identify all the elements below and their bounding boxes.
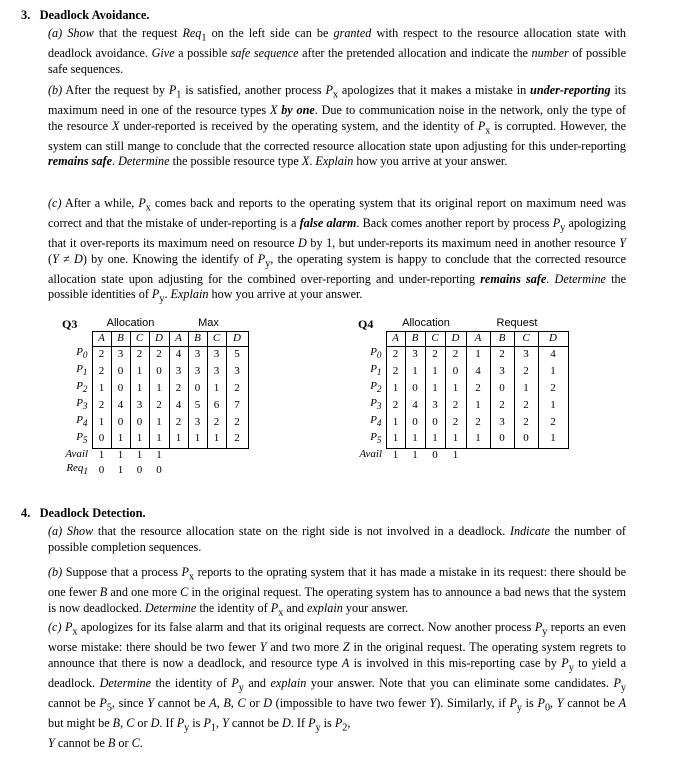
q4-process-label: $P_2$ [370, 380, 382, 395]
q3-alloc-cell: 0 [149, 363, 169, 380]
q4-avail-cell: 1 [412, 448, 418, 461]
q4-col-header: A [466, 331, 490, 346]
q4-avail-cell: 1 [452, 448, 459, 461]
q4-req-cell: 2 [490, 397, 514, 414]
q4-process-row [350, 397, 568, 414]
q3-alloc-cell: 1 [149, 431, 169, 448]
q3-alloc-cell: 1 [111, 431, 130, 448]
q3-allocation-header: Allocation [106, 317, 155, 329]
q3-process-row [56, 346, 248, 363]
q4-process-row [350, 431, 568, 448]
q4c-paragraph: (c) $P_x$ apologizes for its false alarm and that its original requests are correct. Now another process $P_y$ reports an even worse mistake: there should be two fewer Y and two more Z in the original request. The operating system regrets to announce that there is now a deadlock, and resource type A is involved in this mis-reporting case by $P_y$ to yield a deadlock. Determine the identity of $P_y$ and explain your answer. Note that you can eliminate some candidates. $P_y$ cannot be $P_5$, since Y cannot be A, B, C or D (impossible to have two fewer Y). Similarly, if $P_y$ is $P_0$, Y cannot be A but might be B, C or D. If $P_y$ is $P_1$, Y cannot be D. If $P_y$ is $P_2$, Y cannot be B or C. [48, 620, 627, 750]
q4-column-header-row [350, 331, 568, 346]
q3c-paragraph: (c) After a while, $P_x$ comes back and reports to the operating system that its original report on maximum need was correct and that the mistake of under-reporting is a false alarm. Back comes another report by process $P_y$ apologizing that it over-reports its maximum need on resource D by 1, but under-reports its maximum need in another resource Y (Y ≠ D) by one. Knowing the identify of $P_y$, the operating system is happy to conclude that the corrected resource allocation state upon adjusting for the combined over-reporting and under-reporting remains safe. Determine the possible identities of $P_y$. Explain how you arrive at your answer. [48, 196, 627, 305]
q3-alloc-cell: 0 [111, 414, 130, 431]
q3-alloc-cell: 2 [149, 346, 169, 363]
q3-process-label: $P_3$ [76, 397, 88, 412]
q4-number: 4. [21, 506, 31, 520]
q3a-paragraph: (a) Show that the request Req$_1$ on the left side can be granted with respect to the resource allocation state with deadlock avoidance. Give a possible safe sequence after the pretended allocation and indicate the number of possible safe sequences. [48, 26, 627, 76]
q3-col-header: A [169, 331, 188, 346]
q3-alloc-cell: 0 [130, 414, 149, 431]
q4-alloc-cell: 1 [445, 431, 466, 448]
q4-req-cell: 1 [538, 363, 568, 380]
q3-col-header: D [149, 331, 169, 346]
q4-process-label: $P_5$ [370, 431, 382, 446]
q4-alloc-cell: 2 [445, 414, 466, 431]
q3-max-cell: 2 [169, 380, 188, 397]
q4-req-cell: 4 [538, 346, 568, 363]
q4-req-cell: 3 [490, 414, 514, 431]
q4-alloc-cell: 2 [386, 397, 405, 414]
q3-max-cell: 1 [188, 431, 207, 448]
q3-req-cell: 0 [156, 463, 162, 476]
q3-alloc-cell: 4 [111, 397, 130, 414]
q4-req-cell: 2 [514, 397, 538, 414]
q3-req-label: Req$_1$ [66, 462, 88, 477]
q3-max-cell: 3 [188, 414, 207, 431]
q4-req-cell: 2 [514, 363, 538, 380]
q4-process-row [350, 346, 568, 363]
q3-alloc-cell: 3 [111, 346, 130, 363]
q4-alloc-cell: 0 [405, 380, 425, 397]
q3-alloc-cell: 2 [92, 346, 111, 363]
q4-req-cell: 1 [466, 397, 490, 414]
q3-max-cell: 6 [207, 397, 226, 414]
q3-req-cell: 0 [98, 463, 105, 476]
q3-col-header: B [111, 331, 130, 346]
q4-alloc-cell: 1 [445, 380, 466, 397]
q4-process-label: $P_4$ [370, 414, 382, 429]
q3-process-row [56, 414, 248, 431]
q4-col-header: D [538, 331, 568, 346]
q3-max-cell: 2 [226, 431, 248, 448]
q3-max-cell: 5 [226, 346, 248, 363]
q3-max-cell: 2 [169, 414, 188, 431]
q4-req-cell: 4 [466, 363, 490, 380]
q4-req-cell: 2 [538, 414, 568, 431]
q3-req-row [56, 462, 248, 479]
q4-alloc-cell: 1 [386, 431, 405, 448]
q3-max-cell: 2 [207, 414, 226, 431]
q4-avail-cell: 1 [392, 448, 399, 461]
q4-request-header: Request [496, 317, 538, 329]
q4-alloc-cell: 3 [425, 397, 445, 414]
q4-req-cell: 1 [466, 346, 490, 363]
q4-alloc-cell: 0 [425, 414, 445, 431]
q4-alloc-cell: 0 [445, 363, 466, 380]
q3-alloc-cell: 1 [130, 380, 149, 397]
q3-col-header: C [207, 331, 226, 346]
q4-req-cell: 3 [514, 346, 538, 363]
q3-process-row [56, 363, 248, 380]
q3-col-header: A [92, 331, 111, 346]
q3-process-label: $P_1$ [76, 363, 88, 378]
q4-col-header: D [445, 331, 466, 346]
q3-process-row [56, 397, 248, 414]
q3-max-cell: 2 [226, 380, 248, 397]
q4-col-header: B [490, 331, 514, 346]
q3-alloc-cell: 2 [92, 397, 111, 414]
q3-avail-cell: 1 [136, 448, 143, 461]
q3-req-cell: 1 [117, 463, 124, 476]
q3-alloc-cell: 1 [130, 431, 149, 448]
q4-col-header: C [425, 331, 445, 346]
q4-alloc-cell: 0 [405, 414, 425, 431]
q4-req-cell: 1 [514, 380, 538, 397]
q4-alloc-cell: 2 [445, 346, 466, 363]
q4-req-cell: 0 [490, 380, 514, 397]
q3-title: Deadlock Avoidance. [39, 8, 150, 22]
q3-alloc-cell: 2 [92, 363, 111, 380]
q4-req-cell: 3 [490, 363, 514, 380]
q4-req-cell: 1 [538, 397, 568, 414]
q4-alloc-cell: 2 [445, 397, 466, 414]
q3-max-cell: 1 [207, 431, 226, 448]
q3-max-cell: 4 [169, 397, 188, 414]
q4-process-row [350, 380, 568, 397]
q3-max-cell: 3 [188, 363, 207, 380]
q4-req-cell: 1 [538, 431, 568, 448]
q4-req-cell: 0 [490, 431, 514, 448]
q3-avail-cell: 1 [156, 448, 162, 461]
q3-alloc-cell: 0 [111, 363, 130, 380]
q3-max-cell: 2 [226, 414, 248, 431]
q4-req-cell: 2 [538, 380, 568, 397]
q3-process-label: $P_2$ [76, 380, 88, 395]
q4-col-header: B [405, 331, 425, 346]
q4-req-cell: 1 [466, 431, 490, 448]
q4-avail-label: Avail [359, 448, 382, 461]
q3-max-cell: 3 [207, 363, 226, 380]
q4-alloc-cell: 2 [386, 363, 405, 380]
q4-process-row [350, 363, 568, 380]
q3-max-cell: 7 [226, 397, 248, 414]
q3-max-cell: 3 [207, 346, 226, 363]
q3-alloc-cell: 2 [130, 346, 149, 363]
q4-req-cell: 2 [466, 380, 490, 397]
q3-req-cell: 0 [136, 463, 143, 476]
q3-max-cell: 3 [188, 346, 207, 363]
q3-number: 3. [21, 8, 31, 22]
q4-req-cell: 0 [514, 431, 538, 448]
q3-max-cell: 3 [226, 363, 248, 380]
q4-alloc-cell: 1 [405, 363, 425, 380]
q4-alloc-cell: 1 [425, 380, 445, 397]
q3-column-header-row [56, 331, 248, 346]
q4-process-row [350, 414, 568, 431]
q4-alloc-cell: 1 [386, 380, 405, 397]
q3-max-cell: 4 [169, 346, 188, 363]
q3-resource-table [56, 317, 249, 479]
q4-req-cell: 2 [514, 414, 538, 431]
q4-req-cell: 2 [466, 414, 490, 431]
q3-avail-cell: 1 [117, 448, 124, 461]
q4-resource-table [350, 317, 569, 462]
q4-process-label: $P_3$ [370, 397, 382, 412]
q4-table-label: Q4 [358, 317, 374, 331]
q4-alloc-cell: 1 [405, 431, 425, 448]
q4a-paragraph: (a) Show that the resource allocation state on the right side is not involved in a deadlock. Indicate the number of possible completion sequences. [48, 524, 626, 554]
q3b-paragraph: (b) After the request by $P_1$ is satisfied, another process $P_x$ apologizes that it makes a mistake in under-reporting its maximum need in one of the resource types X by one. Due to communication noise in the network, only the type of the resource X under-reported is received by the operating system, and the identity of $P_x$ is corrupted. However, the system can still mange to conclude that the corrected resource allocation state upon adjusting for this under-reporting remains safe. Determine the possible resource type X. Explain how you arrive at your answer. [48, 83, 627, 169]
q3-alloc-cell: 1 [92, 380, 111, 397]
q4-alloc-cell: 1 [425, 431, 445, 448]
q4-alloc-cell: 4 [405, 397, 425, 414]
q3-alloc-cell: 2 [149, 397, 169, 414]
q4-avail-cell: 0 [432, 448, 438, 461]
q3-avail-row [56, 448, 248, 462]
q3-process-label: $P_0$ [76, 346, 88, 361]
q3-max-cell: 1 [169, 431, 188, 448]
q3-process-label: $P_5$ [76, 431, 88, 446]
q3-max-cell: 3 [169, 363, 188, 380]
q3-max-header: Max [198, 317, 219, 329]
q3-alloc-cell: 1 [149, 380, 169, 397]
q4-alloc-cell: 1 [386, 414, 405, 431]
q3-alloc-cell: 1 [92, 414, 111, 431]
q4-req-cell: 2 [490, 346, 514, 363]
q3-max-cell: 0 [188, 380, 207, 397]
q4-allocation-header: Allocation [402, 317, 450, 329]
q3-alloc-cell: 3 [130, 397, 149, 414]
q3-process-label: $P_4$ [76, 414, 88, 429]
q4-col-header: C [514, 331, 538, 346]
q3-table-label: Q3 [62, 317, 78, 331]
q4-alloc-cell: 2 [386, 346, 405, 363]
q3-col-header: B [188, 331, 207, 346]
q3-process-row [56, 431, 248, 448]
q3-alloc-cell: 0 [111, 380, 130, 397]
q3-process-row [56, 380, 248, 397]
q3-col-header: D [226, 331, 248, 346]
q3-alloc-cell: 1 [149, 414, 169, 431]
q3-alloc-cell: 0 [92, 431, 111, 448]
q4-alloc-cell: 3 [405, 346, 425, 363]
q4-process-label: $P_0$ [370, 346, 382, 361]
q4b-paragraph: (b) Suppose that a process $P_x$ reports to the oprating system that it has made a mistake in its request: there should be one fewer B and one more C in the original request. The operating system has to announce a bad news that the system is now deadlocked. Determine the identity of $P_x$ and explain your answer. [48, 565, 627, 619]
q4-process-label: $P_1$ [370, 363, 382, 378]
q3-max-cell: 1 [207, 380, 226, 397]
q4-col-header: A [386, 331, 405, 346]
q3-avail-label: Avail [65, 448, 88, 461]
q4-title: Deadlock Detection. [39, 506, 146, 520]
q3-avail-cell: 1 [98, 448, 105, 461]
q4-alloc-cell: 1 [425, 363, 445, 380]
q4-heading [21, 506, 146, 521]
q3-alloc-cell: 1 [130, 363, 149, 380]
q4-avail-row [350, 448, 568, 462]
q3-max-cell: 5 [188, 397, 207, 414]
q3-col-header: C [130, 331, 149, 346]
q3-heading [21, 8, 150, 23]
q4-alloc-cell: 2 [425, 346, 445, 363]
